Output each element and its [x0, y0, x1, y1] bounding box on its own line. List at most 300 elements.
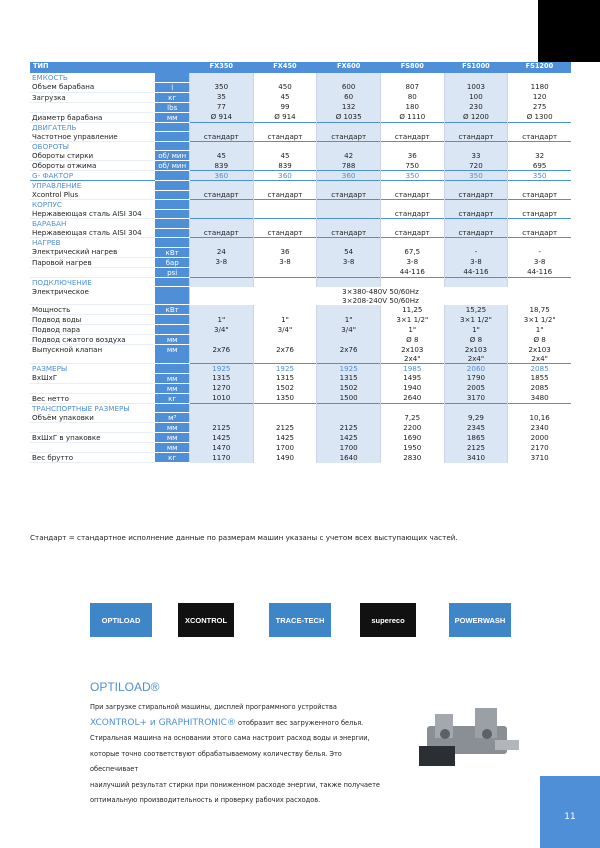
table-row: [30, 443, 571, 453]
value-cell: [190, 335, 254, 345]
row-label: Объем барабана: [30, 82, 155, 92]
value-cell: 2x103 2x4": [380, 345, 444, 364]
value-cell: [508, 122, 571, 132]
section-label: G- ФАКТОР: [30, 171, 155, 181]
value-cell: стандарт: [380, 209, 444, 219]
table-header-row: [30, 62, 571, 73]
value-cell: 2170: [508, 443, 571, 453]
optiload-line: которые точно соответствуют обрабатываемому количеству белья. Это обеспечивает: [90, 749, 342, 773]
row-label: [30, 443, 155, 453]
value-cell: 1950: [380, 443, 444, 453]
value-cell: 360: [190, 171, 254, 181]
header-model: FX600: [317, 62, 381, 73]
value-cell: [380, 181, 444, 191]
value-cell: [253, 141, 317, 151]
section-label: ЕМКОСТЬ: [30, 73, 155, 83]
value-cell: 24: [190, 247, 254, 257]
section-row: [30, 73, 571, 83]
row-label: Выпускной клапан: [30, 345, 155, 364]
row-label: Частотное управление: [30, 132, 155, 142]
unit-cell: мм: [155, 335, 189, 345]
unit-cell: кВт: [155, 305, 189, 315]
value-cell: 54: [317, 247, 381, 257]
section-label: ТРАНСПОРТНЫЕ РАЗМЕРЫ: [30, 403, 155, 413]
row-label: Обороты отжима: [30, 161, 155, 171]
value-cell: 1003: [444, 82, 508, 92]
unit-cell: м³: [155, 413, 189, 423]
table-row: [30, 92, 571, 102]
value-cell: [190, 277, 254, 287]
table-row: [30, 335, 571, 345]
unit-cell: [155, 403, 189, 413]
unit-cell: [155, 181, 189, 191]
value-cell: 3×1 1/2": [380, 315, 444, 325]
value-cell: 360: [253, 171, 317, 181]
value-cell: стандарт: [508, 209, 571, 219]
value-cell: 2340: [508, 423, 571, 433]
value-cell: [190, 403, 254, 413]
value-cell: [253, 200, 317, 210]
unit-cell: lbs: [155, 102, 189, 112]
value-cell: 3710: [508, 453, 571, 463]
value-cell: [317, 267, 381, 277]
table-row: [30, 267, 571, 277]
unit-cell: [155, 141, 189, 151]
value-cell: 3×1 1/2": [508, 315, 571, 325]
value-cell: 44-116: [444, 267, 508, 277]
optiload-line-rest: отобразит вес загруженного белья.: [235, 718, 364, 727]
unit-cell: мм: [155, 433, 189, 443]
unit-cell: мм: [155, 443, 189, 453]
value-cell: 350: [444, 171, 508, 181]
value-cell: [508, 403, 571, 413]
table-row: [30, 247, 571, 257]
value-cell: [317, 219, 381, 229]
value-cell: 3/4": [253, 325, 317, 335]
value-cell: [190, 141, 254, 151]
value-cell: [317, 238, 381, 248]
value-cell: [190, 122, 254, 132]
value-cell: 1315: [190, 373, 254, 383]
unit-cell: [155, 200, 189, 210]
value-cell: [444, 277, 508, 287]
value-cell: стандарт: [190, 228, 254, 238]
value-cell: [380, 219, 444, 229]
value-cell: 1350: [253, 393, 317, 403]
value-cell: [253, 238, 317, 248]
unit-cell: [155, 219, 189, 229]
value-cell: 1490: [253, 453, 317, 463]
section-row: [30, 181, 571, 191]
value-cell: Ø 8: [380, 335, 444, 345]
value-cell: 7,25: [380, 413, 444, 423]
value-cell: Ø 8: [444, 335, 508, 345]
value-cell: стандарт: [317, 132, 381, 142]
section-row: [30, 277, 571, 287]
value-cell: 120: [508, 92, 571, 102]
value-cell: стандарт: [253, 228, 317, 238]
value-cell: 1700: [317, 443, 381, 453]
value-cell: 750: [380, 161, 444, 171]
optiload-logo: OPTILOAD: [90, 603, 152, 637]
value-cell: 695: [508, 161, 571, 171]
value-cell: 3-8: [380, 257, 444, 267]
unit-cell: [155, 132, 189, 142]
value-cell: 3/4": [317, 325, 381, 335]
value-cell: [190, 305, 254, 315]
value-cell: [253, 403, 317, 413]
value-cell: стандарт: [508, 132, 571, 142]
value-cell: Ø 1200: [444, 112, 508, 122]
table-row: [30, 132, 571, 142]
value-cell: 99: [253, 102, 317, 112]
unit-cell: [155, 277, 189, 287]
table-row: [30, 373, 571, 383]
table-row: [30, 305, 571, 315]
value-cell: 44-116: [380, 267, 444, 277]
value-cell: -: [444, 247, 508, 257]
value-cell: 35: [190, 92, 254, 102]
optiload-line: [90, 716, 390, 732]
value-cell: 3/4": [190, 325, 254, 335]
unit-cell: кВт: [155, 247, 189, 257]
value-cell: 720: [444, 161, 508, 171]
table-row: [30, 112, 571, 122]
section-row: [30, 219, 571, 229]
optiload-line: наилучший результат стирки при пониженном расходе энергии, также получаете: [90, 780, 380, 789]
section-label: БАРАБАН: [30, 219, 155, 229]
value-cell: стандарт: [253, 190, 317, 200]
value-cell: стандарт: [508, 190, 571, 200]
value-cell: [317, 335, 381, 345]
value-cell: [508, 73, 571, 83]
value-cell: 45: [253, 151, 317, 161]
header-model: FS800: [380, 62, 444, 73]
value-cell: 1": [317, 315, 381, 325]
row-label: ВxШxГ: [30, 373, 155, 383]
unit-cell: l: [155, 82, 189, 92]
value-cell: Ø 1035: [317, 112, 381, 122]
table-row: [30, 190, 571, 200]
value-cell: 15,25: [444, 305, 508, 315]
table-row: [30, 393, 571, 403]
row-label: Обороты стирки: [30, 151, 155, 161]
value-cell: 1425: [253, 433, 317, 443]
table-row: [30, 287, 571, 305]
unit-cell: [155, 171, 189, 181]
value-cell: 1425: [317, 433, 381, 443]
value-cell: 2200: [380, 423, 444, 433]
section-label: ОБОРОТЫ: [30, 141, 155, 151]
value-cell: 1640: [317, 453, 381, 463]
value-cell: 1270: [190, 383, 254, 393]
value-cell: [508, 277, 571, 287]
section-row: [30, 171, 571, 181]
table-row: [30, 161, 571, 171]
optiload-highlight: XCONTROL+ и GRAPHITRONIC®: [90, 717, 236, 728]
value-cell: [444, 122, 508, 132]
value-cell: [317, 200, 381, 210]
value-cell: 77: [190, 102, 254, 112]
section-label: УПРАВЛЕНИЕ: [30, 181, 155, 191]
value-cell: 2x103 2x4": [508, 345, 571, 364]
row-label: Вес брутто: [30, 453, 155, 463]
value-cell: [190, 73, 254, 83]
value-cell: 350: [190, 82, 254, 92]
value-cell: -: [508, 247, 571, 257]
value-cell: [190, 413, 254, 423]
value-cell: [190, 209, 254, 219]
row-label: [30, 267, 155, 277]
powerwash-logo: POWERWASH: [449, 603, 511, 637]
section-label: ДВИГАТЕЛЬ: [30, 122, 155, 132]
value-cell: 1940: [380, 383, 444, 393]
value-cell: [380, 277, 444, 287]
table-row: [30, 82, 571, 92]
value-cell: 1315: [253, 373, 317, 383]
value-cell: 230: [444, 102, 508, 112]
value-cell: [253, 335, 317, 345]
value-cell: стандарт: [444, 228, 508, 238]
value-cell: 3-8: [508, 257, 571, 267]
header-model: FX450: [253, 62, 317, 73]
section-row: [30, 200, 571, 210]
page-number: 11: [564, 812, 576, 822]
value-cell: Ø 8: [508, 335, 571, 345]
row-label: Паровой нагрев: [30, 257, 155, 267]
value-cell: 1180: [508, 82, 571, 92]
value-cell: стандарт: [190, 190, 254, 200]
value-cell: [317, 209, 381, 219]
value-cell: 450: [253, 82, 317, 92]
row-label: ВxШxГ в упаковке: [30, 433, 155, 443]
value-cell: 1502: [253, 383, 317, 393]
value-cell: [190, 219, 254, 229]
value-cell: [253, 181, 317, 191]
value-cell: [380, 73, 444, 83]
unit-cell: мм: [155, 345, 189, 364]
table-row: [30, 209, 571, 219]
value-cell: 2345: [444, 423, 508, 433]
value-cell: 11,25: [380, 305, 444, 315]
optiload-line: Стиральная машина на основании этого сама настроит расход воды и энергии,: [90, 734, 370, 742]
value-cell: 1925: [317, 363, 381, 373]
value-cell: 350: [380, 171, 444, 181]
row-label: Электрическое: [30, 287, 155, 305]
value-cell: 1": [508, 325, 571, 335]
value-cell: стандарт: [380, 132, 444, 142]
value-cell: 100: [444, 92, 508, 102]
footnote: Стандарт = стандартное исполнение данные по размерам машин указаны с учетом всех выступающих частей.: [30, 533, 458, 542]
value-cell: 1470: [190, 443, 254, 453]
load-cell-image: [415, 688, 525, 778]
row-label: Подвод сжатого воздуха: [30, 335, 155, 345]
value-cell: [190, 181, 254, 191]
value-cell: 67,5: [380, 247, 444, 257]
value-cell: 32: [508, 151, 571, 161]
value-cell: Ø 1110: [380, 112, 444, 122]
value-cell: стандарт: [380, 190, 444, 200]
unit-cell: мм: [155, 363, 189, 373]
value-cell: [253, 209, 317, 219]
unit-cell: мм: [155, 112, 189, 122]
value-cell: [508, 200, 571, 210]
value-cell: 1010: [190, 393, 254, 403]
value-cell: 1502: [317, 383, 381, 393]
section-row: [30, 141, 571, 151]
unit-cell: мм: [155, 423, 189, 433]
value-cell: 2x76: [253, 345, 317, 364]
unit-cell: кг: [155, 92, 189, 102]
value-cell: 2125: [444, 443, 508, 453]
row-label: Нержавеющая сталь AISI 304: [30, 209, 155, 219]
value-cell: 9,29: [444, 413, 508, 423]
value-cell: [253, 219, 317, 229]
value-cell: 2125: [317, 423, 381, 433]
unit-cell: мм: [155, 383, 189, 393]
value-cell: 1500: [317, 393, 381, 403]
table-row: [30, 413, 571, 423]
value-cell: 2125: [253, 423, 317, 433]
value-cell: 1495: [380, 373, 444, 383]
value-cell: стандарт: [317, 190, 381, 200]
value-cell: 839: [190, 161, 254, 171]
section-row: [30, 238, 571, 248]
value-cell: 600: [317, 82, 381, 92]
value-cell: 3480: [508, 393, 571, 403]
row-label: [30, 102, 155, 112]
value-cell: 42: [317, 151, 381, 161]
value-cell: стандарт: [253, 132, 317, 142]
table-row: [30, 433, 571, 443]
value-cell: 1": [253, 315, 317, 325]
table-row: [30, 345, 571, 364]
value-cell: 3-8: [253, 257, 317, 267]
value-cell: 1855: [508, 373, 571, 383]
value-cell: 2125: [190, 423, 254, 433]
value-cell: 2x76: [317, 345, 381, 364]
value-cell: 1790: [444, 373, 508, 383]
value-cell: 33: [444, 151, 508, 161]
header-model: FS1000: [444, 62, 508, 73]
section-label: ПОДКЛЮЧЕНИЕ: [30, 277, 155, 287]
value-cell: 2830: [380, 453, 444, 463]
row-label: Объём упаковки: [30, 413, 155, 423]
optiload-title: OPTILOAD®: [90, 680, 160, 694]
value-cell: 2640: [380, 393, 444, 403]
value-cell: 1865: [444, 433, 508, 443]
section-label: РАЗМЕРЫ: [30, 363, 155, 373]
value-cell: 2x76: [190, 345, 254, 364]
optiload-description: [90, 700, 390, 809]
logo-strip: [90, 603, 570, 637]
value-cell: стандарт: [380, 228, 444, 238]
unit-cell: бар: [155, 257, 189, 267]
value-cell: 1925: [190, 363, 254, 373]
value-cell: 807: [380, 82, 444, 92]
value-cell: 132: [317, 102, 381, 112]
value-cell: 2085: [508, 383, 571, 393]
value-cell: [444, 238, 508, 248]
unit-cell: мм: [155, 373, 189, 383]
section-label: КОРПУС: [30, 200, 155, 210]
value-cell: 1": [444, 325, 508, 335]
row-label: Мощность: [30, 305, 155, 315]
table-row: [30, 453, 571, 463]
value-cell: [317, 141, 381, 151]
unit-cell: об/ мин: [155, 151, 189, 161]
row-label: [30, 423, 155, 433]
row-label: Электрический нагрев: [30, 247, 155, 257]
value-cell: 350: [508, 171, 571, 181]
row-label: Загрузка: [30, 92, 155, 102]
section-label: НАГРЕВ: [30, 238, 155, 248]
unit-cell: [155, 73, 189, 83]
value-cell: 2000: [508, 433, 571, 443]
spec-body: [30, 73, 571, 463]
table-row: [30, 423, 571, 433]
value-cell: [444, 200, 508, 210]
unit-cell: [155, 122, 189, 132]
unit-cell: psi: [155, 267, 189, 277]
value-cell: [317, 181, 381, 191]
section-row: [30, 403, 571, 413]
header-unit: [155, 62, 189, 73]
value-cell: 2005: [444, 383, 508, 393]
value-cell: стандарт: [317, 228, 381, 238]
value-cell: 1925: [253, 363, 317, 373]
value-cell: [317, 73, 381, 83]
header-model: FX350: [190, 62, 254, 73]
value-cell: 360: [317, 171, 381, 181]
value-cell: Ø 914: [253, 112, 317, 122]
unit-cell: [155, 238, 189, 248]
value-cell: стандарт: [444, 132, 508, 142]
value-cell: [444, 181, 508, 191]
value-cell: [380, 200, 444, 210]
value-cell: [508, 219, 571, 229]
header-model: FS1200: [508, 62, 571, 73]
value-cell: [317, 403, 381, 413]
row-label: Нержавеющая сталь AISI 304: [30, 228, 155, 238]
optiload-line: оптимальную производительность и проверку рабочих расходов.: [90, 796, 321, 804]
value-cell: [508, 141, 571, 151]
table-row: [30, 228, 571, 238]
value-cell: [380, 238, 444, 248]
value-cell: 180: [380, 102, 444, 112]
value-cell: [508, 181, 571, 191]
value-cell: 2x103 2x4": [444, 345, 508, 364]
value-cell: 10,16: [508, 413, 571, 423]
unit-cell: [155, 287, 189, 305]
value-cell: [317, 413, 381, 423]
value-cell: [190, 238, 254, 248]
value-cell: 1315: [317, 373, 381, 383]
value-cell: [253, 267, 317, 277]
value-cell: 45: [190, 151, 254, 161]
table-row: [30, 383, 571, 393]
row-label: Вес нетто: [30, 393, 155, 403]
unit-cell: [155, 315, 189, 325]
table-row: [30, 257, 571, 267]
value-cell: стандарт: [444, 190, 508, 200]
value-cell: 3×1 1/2": [444, 315, 508, 325]
unit-cell: [155, 325, 189, 335]
row-label: Подвод воды: [30, 315, 155, 325]
value-cell: [190, 200, 254, 210]
value-cell: 3-8: [444, 257, 508, 267]
table-row: [30, 151, 571, 161]
